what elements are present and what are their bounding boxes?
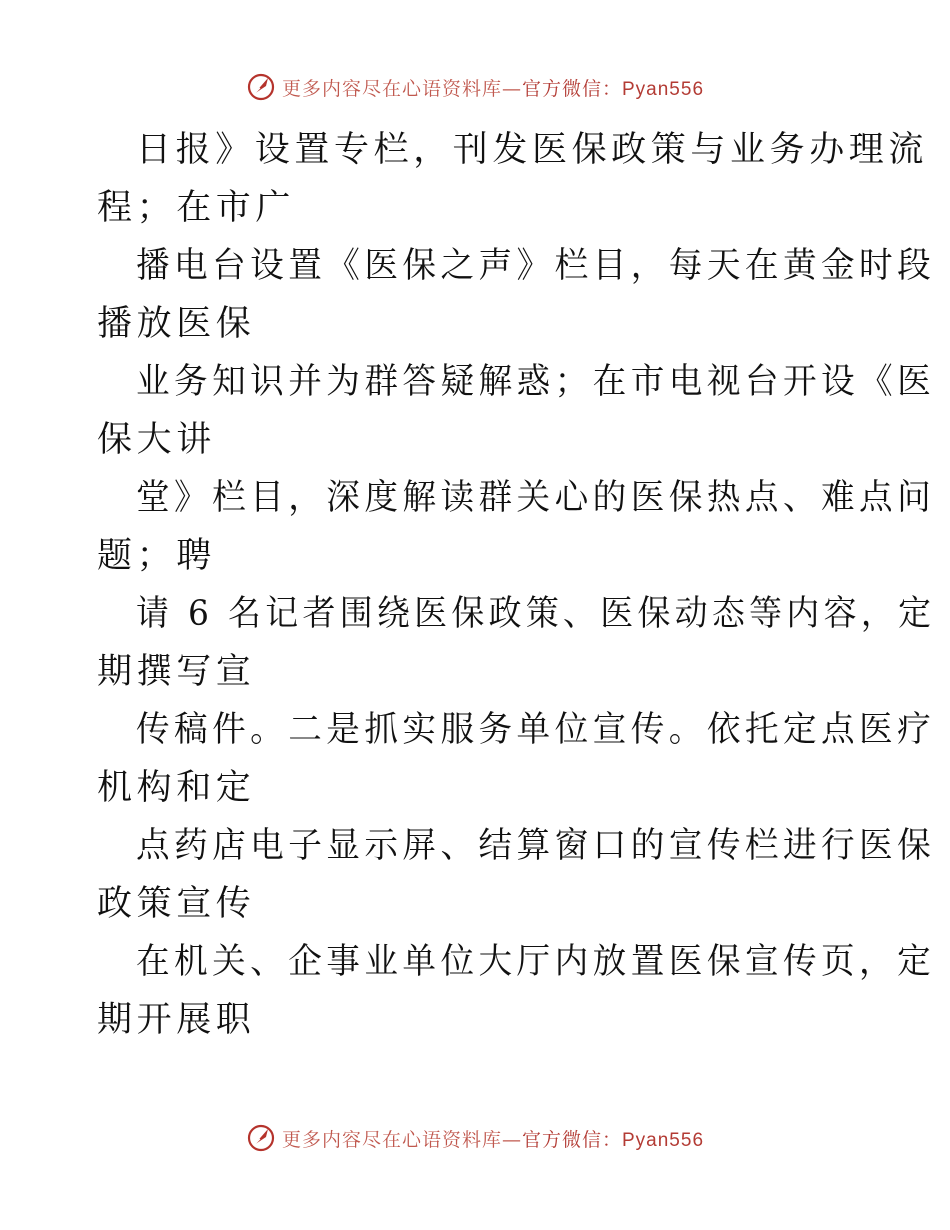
text-line: 请 6 名记者围绕医保政策、医保动态等内容，定 [136, 594, 936, 634]
text-line: 期开展职 [97, 1000, 256, 1040]
quill-logo-icon [246, 72, 276, 102]
footer-banner [0, 1123, 950, 1153]
text-line: 程；在市广 [97, 188, 296, 228]
text-line: 点药店电子显示屏、结算窗口的宣传栏进行医保 [136, 826, 936, 866]
header-banner-wechat: 官方微信：Pyan556 [522, 78, 705, 100]
text-line: 政策宣传 [97, 884, 256, 924]
header-banner-text: 更多内容尽在心语资料库— [281, 77, 522, 100]
text-line: 保大讲 [97, 420, 216, 460]
footer-banner-wechat: 官方微信：Pyan556 [522, 1129, 705, 1151]
text-line: 播电台设置《医保之声》栏目，每天在黄金时段 [136, 246, 936, 286]
text-line: 业务知识并为群答疑解惑；在市电视台开设《医 [136, 362, 936, 402]
text-line: 在机关、企事业单位大厅内放置医保宣传页，定 [136, 942, 936, 982]
text-line: 传稿件。二是抓实服务单位宣传。依托定点医疗 [136, 710, 936, 750]
header-banner [0, 72, 950, 102]
text-line: 机构和定 [97, 768, 256, 808]
text-line: 期撰写宣 [97, 652, 256, 692]
footer-banner-text: 更多内容尽在心语资料库— [281, 1128, 522, 1151]
quill-logo-icon [246, 1123, 276, 1153]
text-line: 题；聘 [97, 536, 216, 576]
text-line: 日报》设置专栏，刊发医保政策与业务办理流 [136, 130, 929, 170]
text-line: 播放医保 [97, 304, 256, 344]
text-line: 堂》栏目，深度解读群关心的医保热点、难点问 [136, 478, 936, 518]
